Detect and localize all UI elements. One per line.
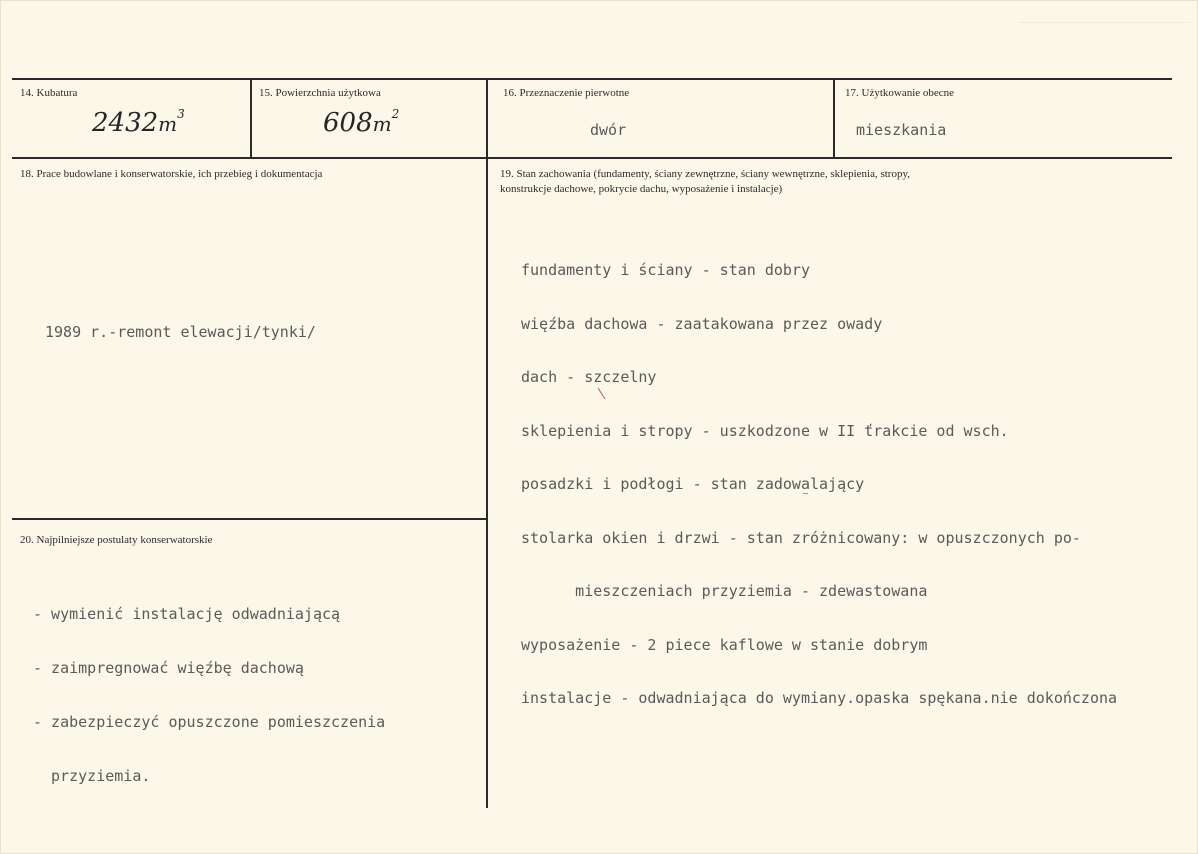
row1-bottom-rule bbox=[12, 157, 1172, 159]
postulaty-label: 20. Najpilniejsze postulaty konserwatorskie bbox=[20, 534, 213, 546]
stan-line: więźba dachowa - zaatakowana przez owady bbox=[521, 314, 883, 333]
kubatura-unit-exponent: 3 bbox=[177, 107, 185, 122]
prace-text: 1989 r.-remont elewacji/tynki/ bbox=[45, 323, 316, 341]
kubatura-number: 2432 bbox=[92, 108, 159, 138]
kubatura-unit: m bbox=[158, 112, 178, 136]
postulaty-line: - wymienić instalację odwadniającą bbox=[33, 605, 341, 623]
powierzchnia-label: 15. Powierzchnia użytkowa bbox=[259, 87, 381, 99]
divider-16-17 bbox=[833, 78, 835, 158]
top-rule bbox=[12, 78, 1172, 80]
stan-line: mieszczeniach przyziemia - zdewastowana bbox=[521, 582, 928, 600]
postulaty-line: - zaimpregnować więźbę dachową bbox=[33, 659, 304, 677]
powierzchnia-unit-exponent: 2 bbox=[391, 107, 400, 122]
powierzchnia-unit: m bbox=[372, 112, 392, 136]
stan-line: sklepienia i stropy - uszkodzone w II ťrakcie od wsch. bbox=[521, 421, 1009, 440]
stan-label-line1: 19. Stan zachowania (fundamenty, ściany zewnętrzne, ściany wewnętrzne, sklepienia, stropy, bbox=[500, 168, 911, 180]
przeznaczenie-label: 16. Przeznaczenie pierwotne bbox=[503, 87, 630, 99]
faint-bleed-through bbox=[1020, 22, 1190, 39]
kubatura-label: 14. Kubatura bbox=[20, 87, 78, 99]
section-18-20-rule bbox=[12, 518, 487, 520]
stan-list bbox=[521, 226, 1117, 744]
stan-line: stolarka okien i drzwi - stan zróżnicowany: w opuszczonych po- bbox=[521, 528, 1081, 547]
stan-label-line2: konstrukcje dachowe, pokrycie dachu, wyposażenie i instalacje) bbox=[500, 183, 783, 195]
stan-line: dach - szczelny bbox=[521, 368, 657, 386]
divider-15-16 bbox=[486, 78, 488, 158]
pen-tick-mark bbox=[597, 387, 607, 401]
stray-mark bbox=[803, 493, 808, 494]
postulaty-line: - zabezpieczyć opuszczone pomieszczenia bbox=[33, 713, 386, 731]
stan-line: instalacje - odwadniająca do wymiany.opaska spękana.nie dokończona bbox=[521, 689, 1118, 707]
prace-label: 18. Prace budowlane i konserwatorskie, ich przebieg i dokumentacja bbox=[20, 168, 323, 180]
uzytkowanie-value: mieszkania bbox=[856, 121, 947, 139]
divider-14-15 bbox=[250, 78, 252, 158]
powierzchnia-number: 608 bbox=[323, 108, 373, 138]
postulaty-line: przyziemia. bbox=[33, 767, 151, 785]
kubatura-value bbox=[92, 108, 185, 138]
uzytkowanie-label: 17. Użytkowanie obecne bbox=[845, 87, 955, 99]
powierzchnia-value bbox=[323, 108, 399, 138]
stan-line: posadzki i podłogi - stan zadowalający bbox=[521, 475, 865, 493]
main-column-divider bbox=[486, 158, 488, 808]
przeznaczenie-value: dwór bbox=[590, 121, 627, 139]
stan-line: fundamenty i ściany - stan dobry bbox=[521, 261, 810, 279]
stan-line: wyposażenie - 2 piece kaflowe w stanie dobrym bbox=[521, 635, 928, 654]
postulaty-list bbox=[33, 569, 385, 821]
